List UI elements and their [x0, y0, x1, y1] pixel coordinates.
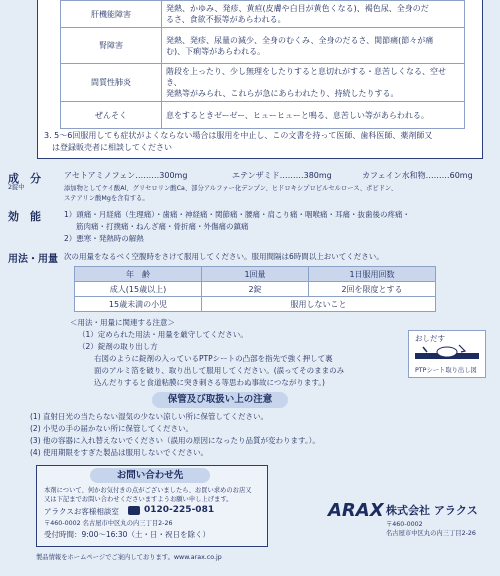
dosage-note: （1）定められた用法・用量を厳守してください。: [78, 330, 248, 339]
contact-body: 本剤について、何かお気付きの点がございましたら、お買い求めのお店又: [44, 487, 252, 494]
symptom-cell: 間質性肺炎: [61, 64, 162, 102]
dosage-label: 用法・用量: [8, 254, 58, 265]
storage-item: (1) 直射日光の当たらない湿気の少ない涼しい所に保管してください。: [30, 412, 269, 421]
dosage-note: 面のアルミ箔を破り、取り出して服用してください。(誤ってそのままのみ: [94, 366, 345, 375]
ingredient-line: カフェイン水和物………60mg: [362, 171, 473, 180]
dosage-table: [74, 266, 436, 312]
contact-body: 又は下記までお問い合わせくださいますようお願い申し上げます。: [44, 496, 233, 503]
effects-line: 筋肉痛・打撲痛・ねんざ痛・骨折痛・外傷痛の鎮痛: [76, 222, 249, 231]
ptp-caption: PTPシート取り出し図: [415, 367, 477, 374]
table-row: [75, 297, 436, 312]
company-postal: 〒460-0002: [386, 521, 423, 528]
header-cell: 1回量: [202, 267, 309, 282]
detail-cell: 息をするときゼーゼー、ヒューヒューと鳴る、息苦しい等があらわれる。: [162, 102, 465, 129]
contact-name: アラクスお客様相談室: [44, 507, 119, 516]
table-row: [75, 267, 436, 282]
storage-item: (4) 使用期限をすぎた製品は服用しないでください。: [30, 448, 209, 457]
ingredients-label: 成 分: [8, 172, 41, 185]
table-row: [61, 102, 465, 129]
contact-address: 〒460-0002 名古屋市中区丸の内三丁目2-26: [44, 520, 173, 527]
ingredient-line: アセトアミノフェン………300mg: [64, 171, 188, 180]
dosage-note: 込んだりすると食道粘膜に突き刺さる等思わぬ事故につながります。): [94, 378, 325, 387]
storage-item: (3) 他の容器に入れ替えないでください（誤用の原因になったり品質が変わります。）。: [30, 436, 320, 445]
side-effect-table: [60, 0, 465, 129]
table-row: [61, 1, 465, 28]
symptom-cell: 肝機能障害: [61, 1, 162, 28]
contact-title: お問い合わせ先: [90, 468, 210, 483]
age-cell: 15歳未満の小児: [75, 297, 202, 312]
detail-cell: 階段を上ったり、少し無理をしたりすると息切れがする・息苦しくなる、空せき、 発熱等がみられ、これらが急にあらわれたり、持続したりする。: [162, 64, 465, 102]
table-row: [61, 64, 465, 102]
amount-cell: 服用しないこと: [202, 297, 436, 312]
company-logo: ARAX: [328, 500, 384, 521]
age-cell: 成人(15歳以上): [75, 282, 202, 297]
storage-item: (2) 小児の手の届かない所に保管してください。: [30, 424, 194, 433]
contact-phone: 0120-225-081: [144, 505, 215, 515]
detail-cell: 発熱、発疹、尿量の減少、全身のむくみ、全身のだるさ、関節痛(節々が痛 む)、下痢等があらわれる。: [162, 28, 465, 64]
ingredient-line: エテンザミド………380mg: [232, 171, 332, 180]
dosage-note: （2）錠剤の取り出し方: [78, 342, 158, 351]
effects-line: 2）悪寒・発熱時の解熱: [64, 234, 144, 243]
ingredients-sub: 2錠中: [8, 184, 25, 191]
storage-title: 保管及び取扱い上の注意: [152, 392, 288, 408]
company-name: 株式会社 アラクス: [386, 504, 478, 517]
contact-hours: 受付時間：9:00〜16:30（土・日・祝日を除く）: [44, 530, 210, 539]
ptp-push-label: おしだす: [415, 334, 445, 343]
ptp-sheet-icon: [413, 343, 481, 365]
symptom-cell: 腎障害: [61, 28, 162, 64]
company-address: 名古屋市中区丸の内三丁目2-26: [386, 530, 476, 537]
dosage-intro: 次の用量をなるべく空腹時をさけて服用してください。服用間隔は6時間以上おいてください。: [64, 252, 384, 261]
header-cell: 1日服用回数: [309, 267, 436, 282]
ptp-illustration: [408, 330, 486, 378]
frequency-cell: 2回を限度とする: [309, 282, 436, 297]
website-note: 製品情報をホームページでご案内しております。www.arax.co.jp: [36, 554, 222, 561]
effects-label: 効 能: [8, 210, 41, 223]
table-row: [61, 28, 465, 64]
additives-line: 添加物としてケイ酸Al、グリセロリン酸Ca、部分アルファー化デンプン、ヒドロキシプロピルセルロース、ポビドン、: [64, 185, 397, 192]
table-row: [75, 282, 436, 297]
dosage-notes-title: ＜用法・用量に関連する注意＞: [70, 318, 175, 327]
header-cell: 年 齢: [75, 267, 202, 282]
free-dial-icon: [128, 506, 140, 515]
additives-line: ステアリン酸Mgを含有する。: [64, 195, 149, 202]
stop-use-note: 3. 5〜6回服用しても症状がよくならない場合は服用を中止し、この文書を持って医師、歯科医師、薬剤師又 は登録販売者に相談してください: [44, 131, 433, 152]
detail-cell: 発熱、かゆみ、発疹、黄疸(皮膚や白目が黄色くなる)、褐色尿、全身のだ るさ、食欲不振等があらわれる。: [162, 1, 465, 28]
amount-cell: 2錠: [202, 282, 309, 297]
effects-line: 1）頭痛・月経痛（生理痛）・歯痛・神経痛・関節痛・腰痛・肩こり痛・咽喉痛・耳痛・抜歯後の疼痛・: [64, 210, 411, 219]
dosage-note: 右図のように錠剤の入っているPTPシートの凸部を指先で強く押して裏: [94, 354, 333, 363]
symptom-cell: ぜんそく: [61, 102, 162, 129]
